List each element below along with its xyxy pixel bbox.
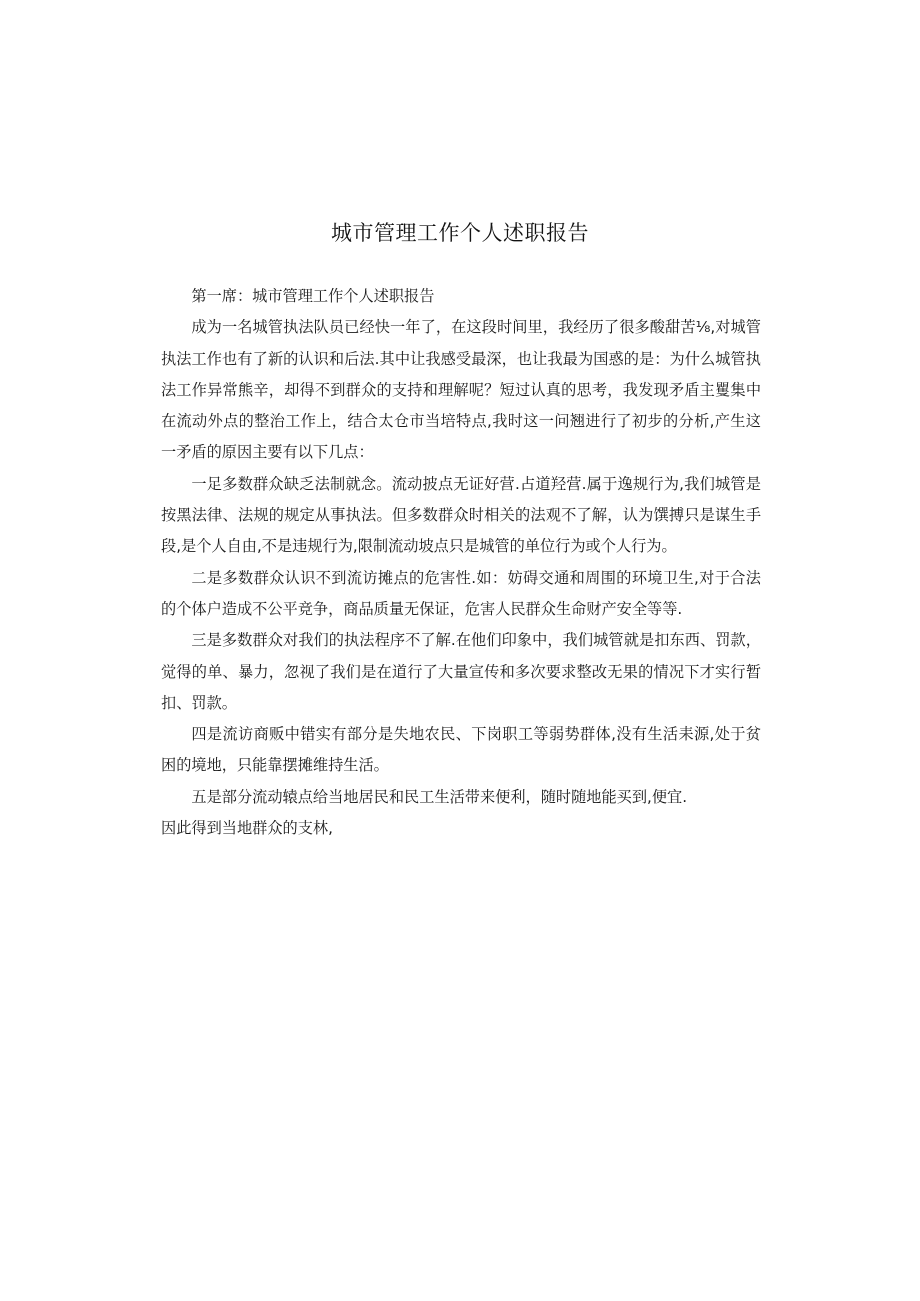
paragraph-subtitle: 第一席：城市管理工作个人述职报告: [191, 287, 435, 305]
paragraph-point-4: 四是流访商贩中错实有部分是失地农民、下岗职工等弱势群体,没有生活耒源,处于贫困的境地，只能靠摆摊维持生活。: [161, 725, 761, 775]
paragraph-point-5: 五是部分流动辕点给当地居民和民工生活带来便利，随时随地能买到,便宜.: [191, 787, 688, 806]
paragraph-point-3: 三是多数群众对我们的执法程序不了解.在他们印象中，我们城管就是扣东西、罚款，觉得的单、暴力，忽视了我们是在道行了大量宣传和多次要求整改无果的情况下才实行暂扣、罚款。: [161, 631, 761, 712]
paragraph-continuation: 因此得到当地群众的支林,: [161, 819, 333, 838]
paragraph-point-1: 一足多数群众缺乏法制就念。流动披点无证好营.占道羟营.属于逸规行为,我们城管是按黑法律、法规的规定从事执法。但多数群众时相关的法观不了解，认为馔搏只是谋生手段,是个人自由,不是违规行为,限制流动坡点只是城管的单位行为或个人行为。: [161, 474, 761, 556]
paragraph-intro: 成为一名城管执法队员已经快一年了，在这段时间里，我经历了很多酸甜苦⅛,对城管执法工作也有了新的认识和后法.其中让我感受最深，也让我最为国惑的是：为什么城管执法工作异常熊辛，却得不到群众的支持和理解呢？短过认真的思考，我发现矛盾主矍集中在流动外点的整治工作上，结合太仓市当培特点,我时这一问翘进行了初步的分析,产生这一矛盾的原因主要有以下几点：: [161, 318, 761, 462]
document-title: 城市管理工作个人述职报告: [331, 221, 589, 245]
paragraph-point-2: 二是多数群众认识不到流访摊点的危害性.如：妨碍交通和周围的环境卫生,对于合法的个体户造成不公平竞争，商品质量无保证，危害人民群众生命财产安全等等.: [161, 568, 761, 618]
document-body: [161, 281, 761, 844]
